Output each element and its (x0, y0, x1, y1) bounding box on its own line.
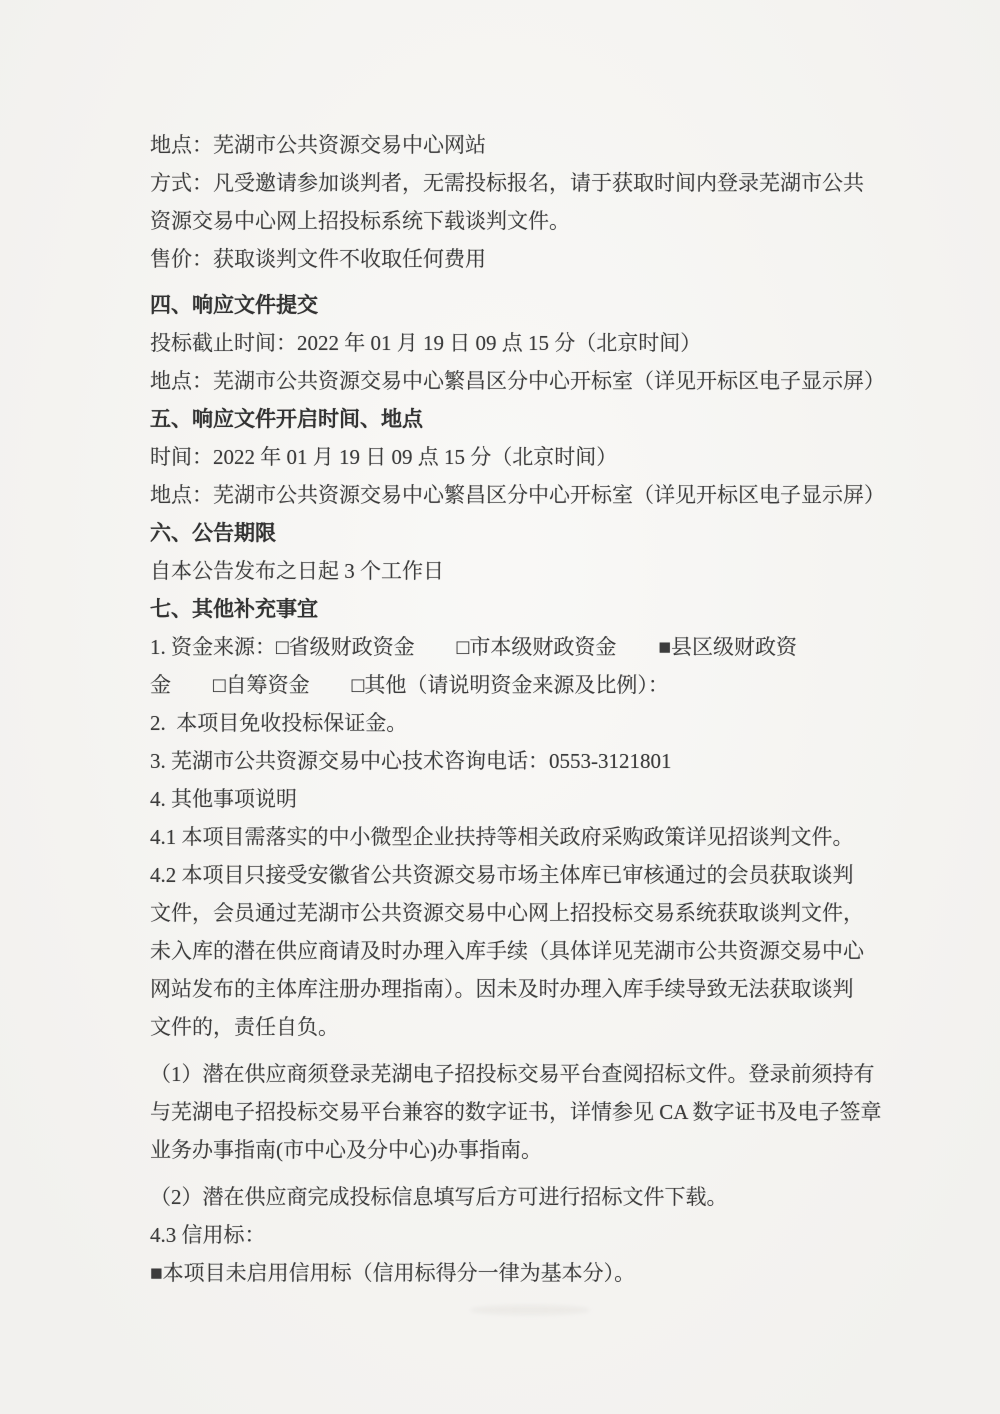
doc-line-bid-deadline: 投标截止时间：2022 年 01 月 19 日 09 点 15 分（北京时间） (150, 331, 702, 355)
doc-line-4-2-d: 网站发布的主体库注册办理指南）。因未及时办理入库手续导致无法获取谈判 (150, 977, 854, 1001)
doc-line-4-2-e: 文件的，责任自负。 (150, 1015, 339, 1039)
doc-line-4-2-a: 4.2 本项目只接受安徽省公共资源交易市场主体库已审核通过的会员获取谈判 (150, 863, 854, 887)
doc-line-submit-location: 地点：芜湖市公共资源交易中心繁昌区分中心开标室（详见开标区电子显示屏） (150, 369, 885, 393)
doc-line-other-notes: 4. 其他事项说明 (150, 787, 297, 811)
section-4-heading: 四、响应文件提交 (150, 293, 318, 317)
doc-line-funding-source-1: 1. 资金来源：□省级财政资金 □市本级财政资金 ■县区级财政资 (150, 635, 798, 659)
document-body (150, 126, 885, 1292)
doc-line-note-1-b: 与芜湖电子招投标交易平台兼容的数字证书，详情参见 CA 数字证书及电子签章 (150, 1100, 882, 1124)
doc-line-open-location: 地点：芜湖市公共资源交易中心繁昌区分中心开标室（详见开标区电子显示屏） (150, 483, 885, 507)
doc-line-note-1-c: 业务办事指南(市中心及分中心)办事指南。 (150, 1138, 542, 1162)
doc-line-tech-phone: 3. 芜湖市公共资源交易中心技术咨询电话：0553-3121801 (150, 749, 672, 773)
doc-line-4-3-credit: 4.3 信用标： (150, 1223, 266, 1247)
doc-line-location-website: 地点：芜湖市公共资源交易中心网站 (150, 133, 486, 157)
doc-line-4-2-c: 未入库的潜在供应商请及时办理入库手续（具体详见芜湖市公共资源交易中心 (150, 939, 864, 963)
doc-line-method-2: 资源交易中心网上招投标系统下载谈判文件。 (150, 209, 570, 233)
doc-line-method-1: 方式：凡受邀请参加谈判者，无需投标报名，请于获取时间内登录芜湖市公共 (150, 171, 864, 195)
doc-line-4-2-b: 文件，会员通过芜湖市公共资源交易中心网上招投标交易系统获取谈判文件， (150, 901, 864, 925)
doc-line-announcement-period: 自本公告发布之日起 3 个工作日 (150, 559, 444, 583)
section-5-heading: 五、响应文件开启时间、地点 (150, 407, 423, 431)
doc-line-price: 售价：获取谈判文件不收取任何费用 (150, 247, 486, 271)
scan-smudge-artifact (470, 1305, 590, 1315)
doc-line-note-2: （2）潜在供应商完成投标信息填写后方可进行招标文件下载。 (150, 1185, 728, 1209)
doc-line-no-deposit: 2. 本项目免收投标保证金。 (150, 711, 408, 735)
doc-line-4-1: 4.1 本项目需落实的中小微型企业扶持等相关政府采购政策详见招谈判文件。 (150, 825, 854, 849)
doc-line-open-time: 时间：2022 年 01 月 19 日 09 点 15 分（北京时间） (150, 445, 618, 469)
section-6-heading: 六、公告期限 (150, 521, 276, 545)
doc-line-note-1-a: （1）潜在供应商须登录芜湖电子招投标交易平台查阅招标文件。登录前须持有 (150, 1062, 875, 1086)
doc-line-funding-source-2: 金 □自筹资金 □其他（请说明资金来源及比例）： (150, 673, 669, 697)
doc-line-credit-disabled: ■本项目未启用信用标（信用标得分一律为基本分）。 (150, 1261, 636, 1285)
section-7-heading: 七、其他补充事宜 (150, 597, 318, 621)
